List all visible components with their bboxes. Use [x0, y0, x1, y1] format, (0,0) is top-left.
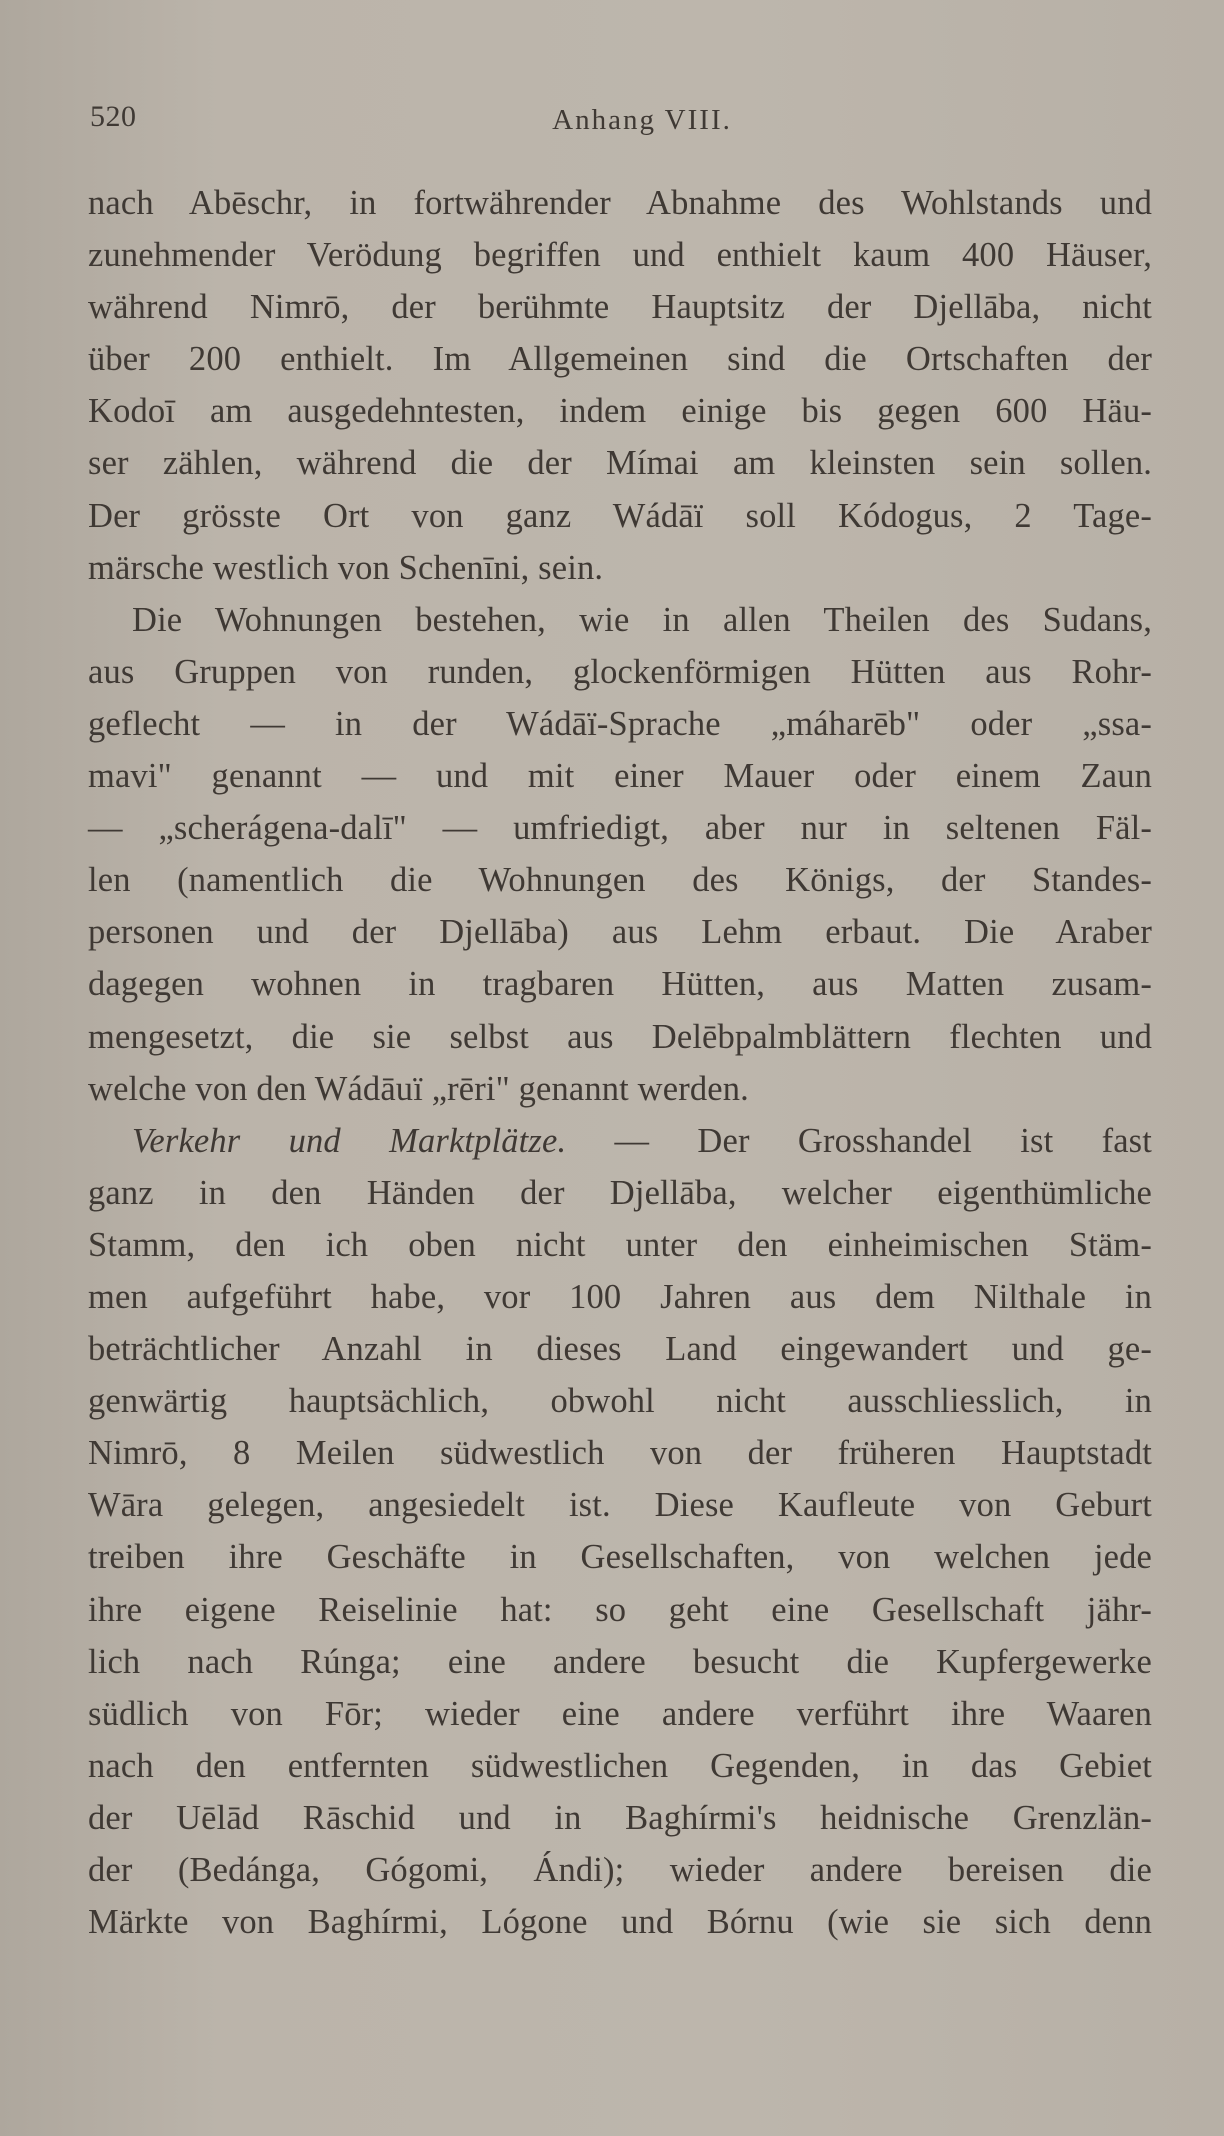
text-line: südlich von Fōr; wieder eine andere verführt ihre Waaren — [88, 1694, 1152, 1733]
text-line: dagegen wohnen in tragbaren Hütten, aus Matten zusam- — [88, 965, 1152, 1004]
text-line: nach den entfernten südwestlichen Gegenden, in das Gebiet — [88, 1746, 1152, 1785]
text-line: mengesetzt, die sie selbst aus Delēbpalmblättern flechten und — [88, 1017, 1152, 1056]
text-line: Der grösste Ort von ganz Wádāï soll Kódogus, 2 Tage- — [88, 496, 1152, 535]
text-line: welche von den Wádāuï „rēri" genannt werden. — [88, 1069, 749, 1108]
section-start-line — [88, 1115, 1152, 1167]
paragraph-start-line: Die Wohnungen bestehen, wie in allen Theilen des Sudans, — [132, 600, 1152, 639]
text-line: der (Bedánga, Gógomi, Ándi); wieder andere bereisen die — [88, 1851, 1152, 1889]
page-number: 520 — [90, 100, 137, 133]
text-line: treiben ihre Geschäfte in Gesellschaften, von welchen jede — [88, 1538, 1152, 1577]
text-line: ganz in den Händen der Djellāba, welcher eigenthümliche — [88, 1173, 1152, 1212]
text-line: nach Abēschr, in fortwährender Abnahme des Wohlstands und — [88, 184, 1152, 222]
text-line: geflecht — in der Wádāï-Sprache „máharēb" oder „ssa- — [88, 704, 1152, 743]
text-line: der Uēlād Rāschid und in Baghírmi's heidnische Grenzlän- — [88, 1798, 1152, 1837]
text-line: Nimrō, 8 Meilen südwestlich von der früheren Hauptstadt — [88, 1434, 1152, 1473]
text-line: Stamm, den ich oben nicht unter den einheimischen Stäm- — [88, 1225, 1152, 1264]
text-line: beträchtlicher Anzahl in dieses Land eingewandert und ge- — [88, 1330, 1152, 1369]
text-line: personen und der Djellāba) aus Lehm erbaut. Die Araber — [88, 913, 1152, 952]
text-line: mavi" genannt — und mit einer Mauer oder einem Zaun — [88, 757, 1152, 796]
running-head: Anhang VIII. — [552, 104, 732, 136]
text-line: lich nach Rúnga; eine andere besucht die Kupfergewerke — [88, 1642, 1152, 1681]
section-heading: Verkehr und Marktplätze. — [132, 1121, 567, 1160]
text-line: genwärtig hauptsächlich, obwohl nicht ausschliesslich, in — [88, 1382, 1152, 1421]
text-line: ihre eigene Reiselinie hat: so geht eine Gesellschaft jähr- — [88, 1590, 1152, 1629]
body-text — [88, 177, 1152, 1948]
text-line: Märkte von Baghírmi, Lógone und Bórnu (wie sie sich denn — [88, 1903, 1152, 1942]
text-line: ser zählen, während die der Mímai am kleinsten sein sollen. — [88, 444, 1152, 483]
text-line: Kodoī am ausgedehntesten, indem einige bis gegen 600 Häu- — [88, 392, 1152, 431]
text-line: len (namentlich die Wohnungen des Königs, der Standes- — [88, 861, 1152, 900]
page-header — [90, 100, 1154, 140]
text-line: Wāra gelegen, angesiedelt ist. Diese Kaufleute von Geburt — [88, 1486, 1152, 1525]
text-line: über 200 enthielt. Im Allgemeinen sind die Ortschaften der — [88, 340, 1152, 379]
text-line: während Nimrō, der berühmte Hauptsitz der Djellāba, nicht — [88, 288, 1152, 327]
text-line: men aufgeführt habe, vor 100 Jahren aus dem Nilthale in — [88, 1277, 1152, 1316]
text-line: zunehmender Verödung begriffen und enthielt kaum 400 Häuser, — [88, 236, 1152, 275]
text-line: — „scherágena-dalī" — umfriedigt, aber nur in seltenen Fäl- — [88, 809, 1152, 848]
section-start-text: — Der Grosshandel ist fast — [614, 1121, 1152, 1160]
text-line: märsche westlich von Schenīni, sein. — [88, 548, 604, 587]
text-line: aus Gruppen von runden, glockenförmigen Hütten aus Rohr- — [88, 652, 1152, 691]
